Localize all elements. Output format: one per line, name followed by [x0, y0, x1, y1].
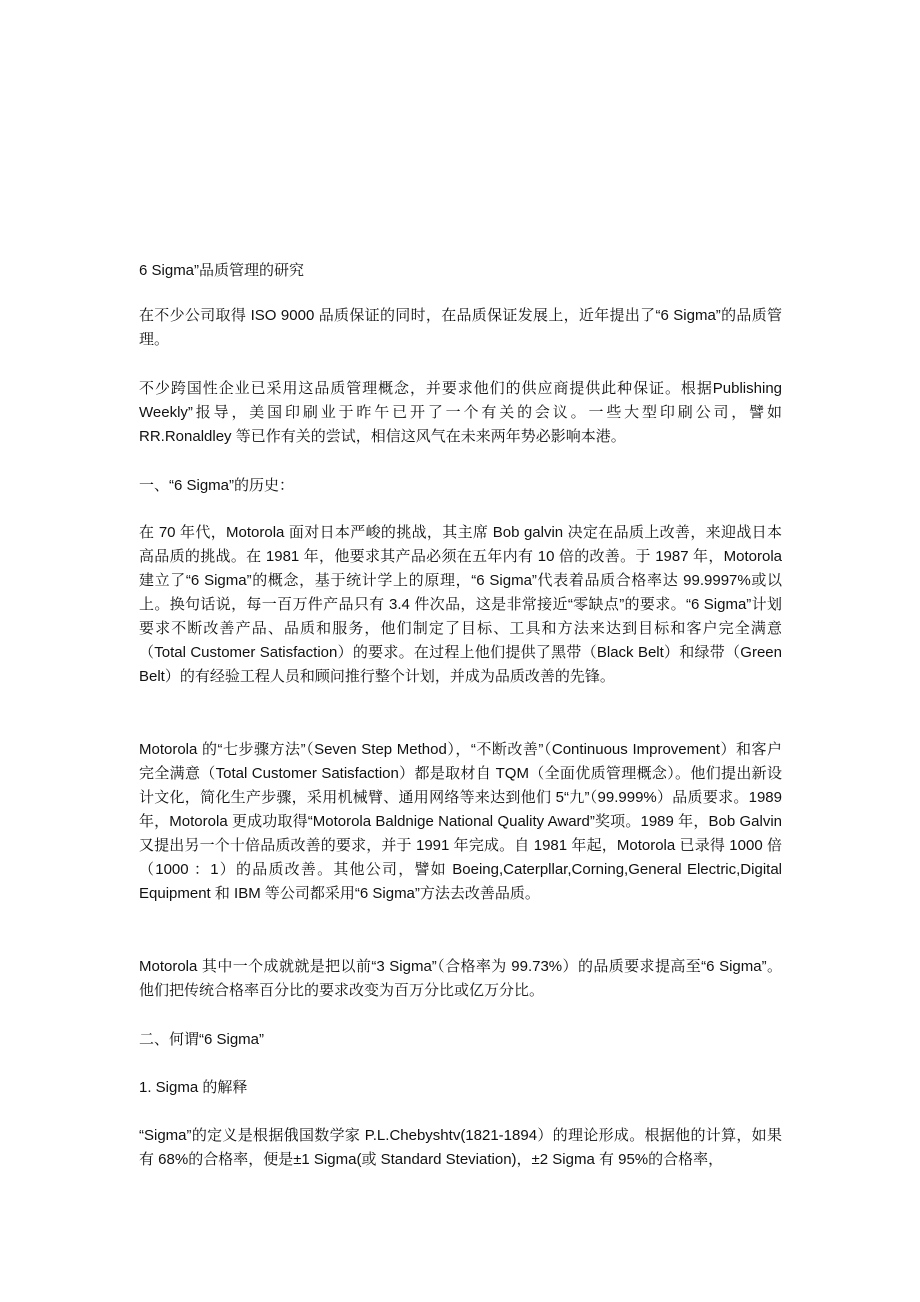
history-paragraph-1: 在 70 年代，Motorola 面对日本严峻的挑战，其主席 Bob galvin 决定在品质上改善，来迎战日本高品质的挑战。在 1981 年，他要求其产品必须在五年内有 10 倍的改善。于 1987 年，Motorola 建立了“6 Sigma”的概念，基于统计学上的原理，“6 Sigma”代表着品质合格率达 99.9997%或以上。换句话说，每一百万件产品只有 3.4 件次品，这是非常接近“零缺点”的要求。“6 Sigma”计划要求不断改善产品、品质和服务，他们制定了目标、工具和方法来达到目标和客户完全满意（Total Customer Satisfaction）的要求。在过程上他们提供了黑带（Black Belt）和绿带（Green Belt）的有经验工程人员和顾问推行整个计划，并成为品质改善的先锋。	[139, 524, 782, 685]
intro-paragraph-1: 在不少公司取得 ISO 9000 品质保证的同时，在品质保证发展上，近年提出了“6 Sigma”的品质管理。	[139, 307, 782, 348]
history-paragraph-2: Motorola 的“七步骤方法”（Seven Step Method），“不断改善”（Continuous Improvement）和客户完全满意（Total Customer Satisfaction）都是取材自 TQM（全面优质管理概念）。他们提出新设计文化，简化生产步骤，采用机械臂、通用网络等来达到他们 5“九”（99.999%）品质要求。1989 年，Motorola 更成功取得“Motorola Baldnige National Quality Award”奖项。1989 年，Bob Galvin 又提出另一个十倍品质改善的要求，并于 1991 年完成。自 1981 年起，Motorola 已录得 1000 倍（1000 ：1）的品质改善。其他公司，譬如 Boeing,Caterpllar,Corning,General Electric,Digital Equipment 和 IBM 等公司都采用“6 Sigma”方法去改善品质。	[139, 741, 782, 902]
sigma-paragraph-1: “Sigma”的定义是根据俄国数学家 P.L.Chebyshtv(1821-1894）的理论形成。根据他的计算，如果有 68%的合格率，便是±1 Sigma(或 Standard Steviation)，±2 Sigma 有 95%的合格率，	[139, 1127, 782, 1168]
intro-paragraph-2: 不少跨国性企业已采用这品质管理概念，并要求他们的供应商提供此种保证。根据Publishing Weekly”报导，美国印刷业于昨午已开了一个有关的会议。一些大型印刷公司，譬如 RR.Ronaldley 等已作有关的尝试，相信这风气在未来两年势必影响本港。	[139, 380, 782, 445]
section-heading-history: 一、“6 Sigma”的历史：	[139, 477, 295, 494]
history-paragraph-3: Motorola 其中一个成就就是把以前“3 Sigma”（合格率为 99.73%）的品质要求提高至“6 Sigma”。他们把传统合格率百分比的要求改变为百万分比或亿万分比。	[139, 958, 782, 999]
section-heading-what: 二、何谓“6 Sigma”	[139, 1031, 265, 1048]
document-title: 6 Sigma”品质管理的研究	[139, 262, 305, 279]
subsection-heading-sigma: 1. Sigma 的解释	[139, 1079, 248, 1096]
